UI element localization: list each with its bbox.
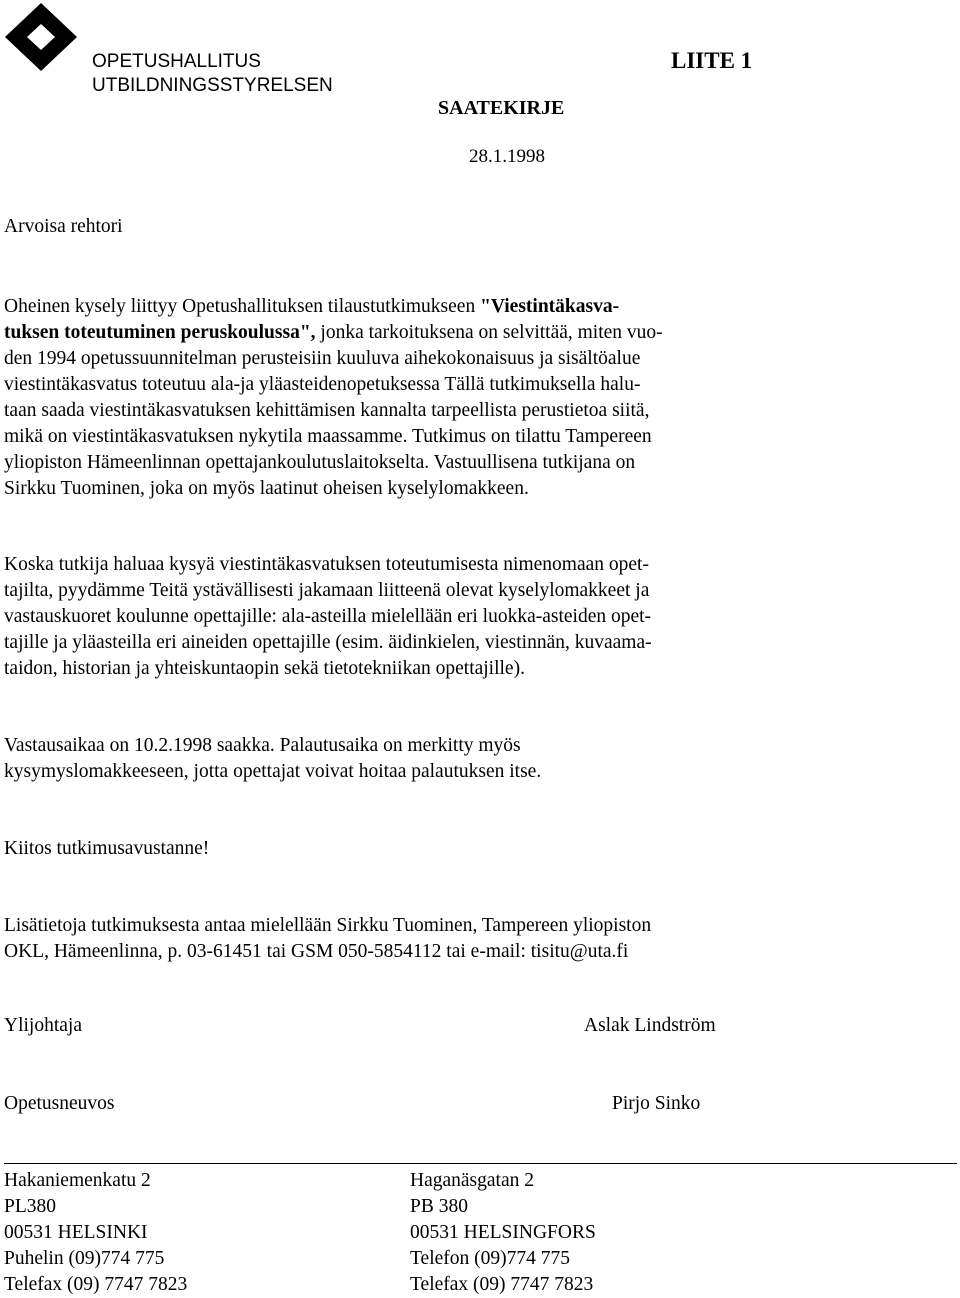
org-name-finnish: OPETUSHALLITUS [92, 51, 261, 72]
paragraph-1-line: mikä on viestintäkasvatuksen nykytila maassamme. Tutkimus on tilattu Tampereen [4, 426, 652, 447]
signer-2-title: Opetusneuvos [4, 1093, 115, 1114]
study-title-part-2: tuksen toteutuminen peruskoulussa", [4, 322, 316, 343]
paragraph-2-line: Koska tutkija haluaa kysyä viestintäkasvatuksen toteutumisesta nimenomaan opet- [4, 554, 649, 575]
document-date: 28.1.1998 [469, 146, 545, 167]
footer-fax: Telefax (09) 7747 7823 [4, 1274, 188, 1295]
paragraph-3 [4, 733, 541, 785]
footer-po-box: PL380 [4, 1196, 57, 1217]
org-name-swedish: UTBILDNINGSSTYRELSEN [92, 75, 333, 96]
paragraph-3-line: kysymyslomakkeeseen, jotta opettajat voivat hoitaa palautuksen itse. [4, 761, 542, 782]
salutation: Arvoisa rehtori [4, 216, 123, 237]
paragraph-2-line: tajille ja yläasteilla eri aineiden opettajille (esim. äidinkielen, viestinnän, kuvaama- [4, 632, 652, 653]
footer-fax: Telefax (09) 7747 7823 [410, 1274, 594, 1295]
opetushallitus-logo [4, 2, 78, 72]
paragraph-3-line: Vastausaikaa on 10.2.1998 saakka. Palautusaika on merkitty myös [4, 735, 521, 756]
study-title-part-1: "Viestintäkasva- [480, 296, 620, 317]
paragraph-1-line: den 1994 opetussuunnitelman perusteisiin kuuluva aihekokonaisuus ja sisältöalue [4, 348, 641, 369]
thanks-line: Kiitos tutkimusavustanne! [4, 838, 210, 859]
footer-divider [4, 1163, 957, 1164]
paragraph-1-line: viestintäkasvatus toteutuu ala-ja yläasteidenopetuksessa Tällä tutkimuksella halu- [4, 374, 641, 395]
paragraph-1-line: taan saada viestintäkasvatuksen kehittämisen kannalta tarpeellista perustietoa siitä, [4, 400, 650, 421]
paragraph-2-line: tajilta, pyydämme Teitä ystävällisesti jakamaan liitteenä olevat kyselylomakkeet ja [4, 580, 650, 601]
footer-phone: Puhelin (09)774 775 [4, 1248, 165, 1269]
signer-1-name: Aslak Lindström [584, 1015, 716, 1036]
footer-phone: Telefon (09)774 775 [410, 1248, 571, 1269]
paragraph-1-line: yliopiston Hämeenlinnan opettajankoulutuslaitokselta. Vastuullisena tutkijana on [4, 452, 636, 473]
document-type: SAATEKIRJE [438, 97, 565, 119]
paragraph-4-line: OKL, Hämeenlinna, p. 03-61451 tai GSM 050-5854112 tai e-mail: tisitu@uta.fi [4, 941, 629, 962]
paragraph-2-line: vastauskuoret koulunne opettajille: ala-asteilla mielellään eri luokka-asteiden opet- [4, 606, 652, 627]
paragraph-4 [4, 913, 651, 965]
footer-address-finnish [4, 1168, 187, 1298]
paragraph-1-line: Oheinen kysely liittyy Opetushallituksen tilaustutkimukseen "Viestintäkasva- [4, 296, 620, 317]
footer-postal-city: 00531 HELSINKI [4, 1222, 148, 1243]
signer-1-title: Ylijohtaja [4, 1015, 82, 1036]
paragraph-2-line: taidon, historian ja yhteiskuntaopin sekä tietotekniikan opettajille). [4, 658, 525, 679]
paragraph-2 [4, 552, 652, 682]
paragraph-1 [4, 294, 663, 502]
paragraph-1-line: tuksen toteutuminen peruskoulussa", jonka tarkoituksena on selvittää, miten vuo- [4, 322, 663, 343]
paragraph-4-line: Lisätietoja tutkimuksesta antaa mielellään Sirkku Tuominen, Tampereen yliopiston [4, 915, 652, 936]
footer-po-box: PB 380 [410, 1196, 468, 1217]
footer-street: Haganäsgatan 2 [410, 1170, 534, 1191]
paragraph-1-line: Sirkku Tuominen, joka on myös laatinut oheisen kyselylomakkeen. [4, 478, 529, 499]
signer-2-name: Pirjo Sinko [612, 1093, 701, 1114]
footer-address-swedish [410, 1168, 596, 1298]
footer-street: Hakaniemenkatu 2 [4, 1170, 151, 1191]
footer-postal-city: 00531 HELSINGFORS [410, 1222, 596, 1243]
appendix-label: LIITE 1 [671, 48, 753, 73]
